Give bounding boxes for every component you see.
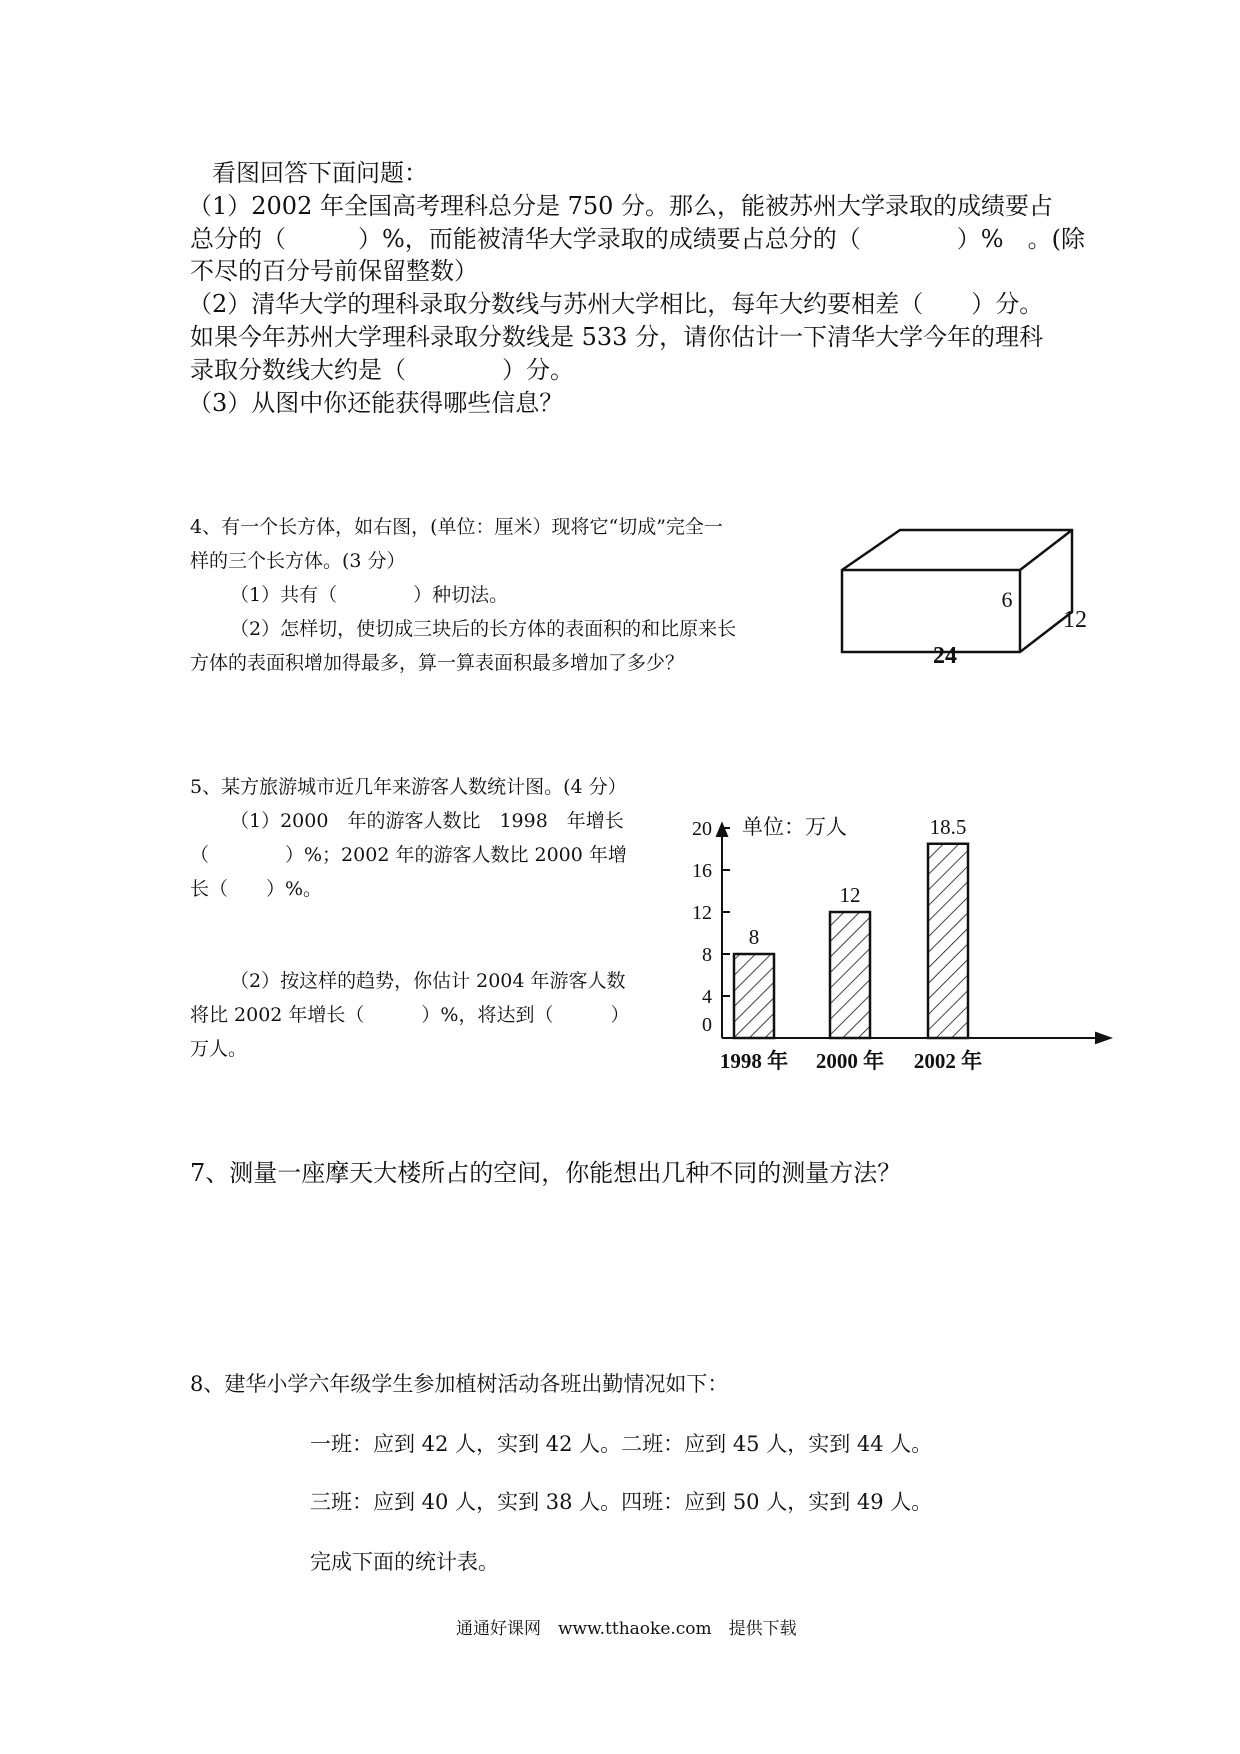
- x-category-label: 2000 年: [815, 1049, 885, 1073]
- cuboid-figure: [830, 520, 1100, 670]
- q3-line-5: 如果今年苏州大学理科录取分数线是 533 分，请你估计一下清华大学今年的理科: [190, 323, 1044, 351]
- q8-line-4: 完成下面的统计表。: [310, 1550, 499, 1574]
- y-axis-arrow-icon: [717, 824, 727, 836]
- tourist-bar-chart: [670, 790, 1120, 1085]
- y-tick-label: 4: [702, 986, 712, 1008]
- q4-line-4: （2）怎样切，使切成三块后的长方体的表面积的和比原来长: [230, 618, 737, 640]
- cuboid-depth-label: 12: [1063, 607, 1087, 633]
- bar-value-label: 18.5: [929, 814, 967, 839]
- q3-intro: 看图回答下面问题：: [212, 159, 428, 187]
- cuboid-length-label: 24: [933, 643, 957, 669]
- y-tick-label: 8: [702, 944, 712, 966]
- q4-line-1: 4、有一个长方体，如右图，(单位：厘米）现将它“切成”完全一: [190, 516, 723, 538]
- q5-line-5: （2）按这样的趋势，你估计 2004 年游客人数: [230, 970, 626, 992]
- q8-line-1: 8、建华小学六年级学生参加植树活动各班出勤情况如下：: [190, 1372, 729, 1396]
- q4-line-5: 方体的表面积增加得最多，算一算表面积最多增加了多少？: [190, 652, 685, 674]
- q5-line-1: 5、某方旅游城市近几年来游客人数统计图。(4 分）: [190, 776, 627, 798]
- q3-line-6: 录取分数线大约是（ ）分。: [190, 356, 574, 384]
- bar: [734, 954, 774, 1038]
- x-axis-arrow-icon: [1096, 1033, 1110, 1043]
- bar-value-label: 8: [748, 925, 760, 949]
- x-category-label: 1998 年: [719, 1049, 789, 1073]
- q8-line-2: 一班：应到 42 人，实到 42 人。二班：应到 45 人，实到 44 人。: [310, 1432, 933, 1456]
- q7-line-1: 7、测量一座摩天大楼所占的空间，你能想出几种不同的测量方法？: [190, 1159, 902, 1187]
- x-category-label: 2002 年: [913, 1049, 983, 1073]
- footer-text: 通通好课网 www.tthaoke.com 提供下载: [456, 1619, 797, 1639]
- bar: [928, 844, 968, 1038]
- q3-line-1: （1）2002 年全国高考理科总分是 750 分。那么，能被苏州大学录取的成绩要占: [188, 192, 1054, 220]
- q3-line-7: （3）从图中你还能获得哪些信息？: [188, 389, 564, 417]
- q4-line-3: （1）共有（ ）种切法。: [230, 584, 509, 606]
- q5-line-3: （ ）%；2002 年的游客人数比 2000 年增: [190, 844, 627, 866]
- bar: [830, 912, 870, 1038]
- q5-line-2: （1）2000 年的游客人数比 1998 年增长: [230, 810, 624, 832]
- y-tick-label: 20: [692, 818, 712, 840]
- q3-line-2: 总分的（ ）%，而能被清华大学录取的成绩要占总分的（ ）% 。(除: [190, 225, 1085, 253]
- q3-line-3: 不尽的百分号前保留整数）: [190, 257, 478, 285]
- y-tick-label: 12: [692, 902, 712, 924]
- q5-line-6: 将比 2002 年增长（ ）%，将达到（ ）: [190, 1004, 630, 1026]
- y-tick-label: 0: [702, 1014, 712, 1036]
- cuboid-height-label: 6: [1001, 587, 1013, 612]
- q3-line-4: （2）清华大学的理科录取分数线与苏州大学相比，每年大约要相差（ ）分。: [188, 290, 1044, 318]
- chart-unit-label: 单位：万人: [742, 815, 847, 839]
- y-tick-label: 16: [692, 860, 712, 882]
- q4-line-2: 样的三个长方体。(3 分）: [190, 550, 406, 572]
- bar-value-label: 12: [839, 883, 861, 907]
- q5-line-7: 万人。: [190, 1038, 248, 1060]
- q5-line-4: 长（ ）%。: [190, 878, 323, 900]
- q8-line-3: 三班：应到 40 人，实到 38 人。四班：应到 50 人，实到 49 人。: [310, 1490, 933, 1514]
